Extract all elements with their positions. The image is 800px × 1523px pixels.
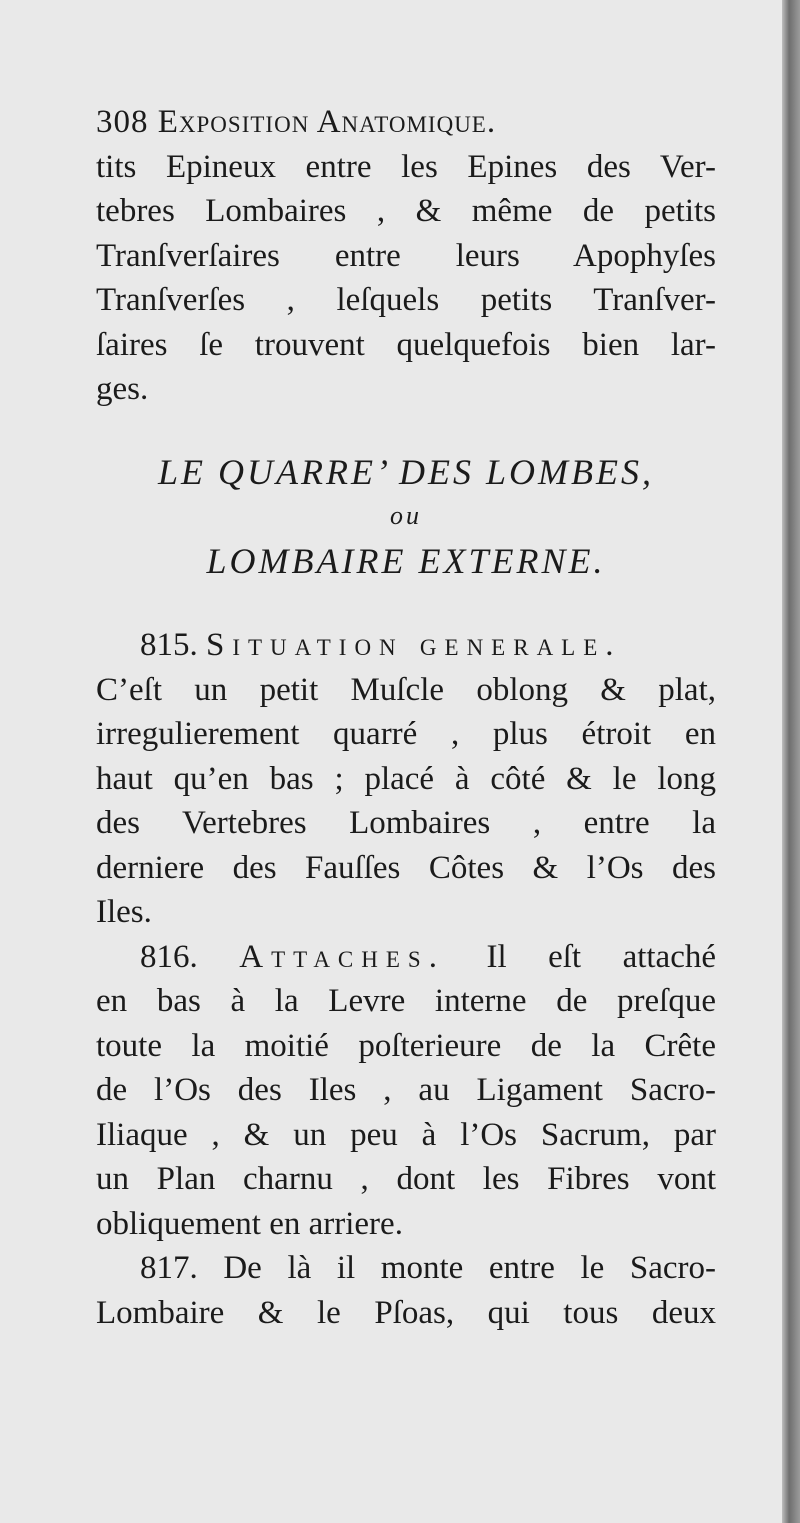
book-gutter-shadow (782, 0, 800, 1523)
text-line: obliquement en arriere. (96, 1205, 403, 1242)
paragraph-817-first-line: 817. De là il monte entre le Sacro- (140, 1250, 716, 1286)
text-line: tits Epineux entre les Epines des Ver- (96, 148, 716, 185)
text-line: Iles. (96, 894, 152, 930)
text-line: Tranſverſaires entre leurs Apophyſes (96, 237, 716, 274)
running-header: 308 Exposition Anatomique. (96, 104, 497, 140)
page-text (96, 100, 716, 1335)
paragraph-heading: Situation generale. (206, 627, 622, 663)
section-title-or: ou (390, 501, 422, 530)
paragraph-number: 815. (140, 627, 198, 663)
text-line: toute la moitié poſterieure de la Crête (96, 1027, 716, 1064)
paragraph-816-heading (96, 935, 716, 980)
text-line: derniere des Fauſſes Côtes & l’Os des (96, 849, 716, 886)
text-line: Lombaire & le Pſoas, qui tous deux (96, 1294, 716, 1331)
section-subtitle: LOMBAIRE EXTERNE. (206, 540, 606, 581)
text-fragment: Il eſt attaché (486, 938, 716, 975)
text-line: irregulierement quarré , plus étroit en (96, 716, 716, 752)
text-line: haut qu’en bas ; placé à côté & le long (96, 760, 716, 797)
paragraph-815-heading (96, 623, 716, 668)
section-title: LE QUARRE’ DES LOMBES, (158, 451, 654, 492)
text-line: ges. (96, 371, 149, 407)
text-line: un Plan charnu , dont les Fibres vont (96, 1161, 716, 1197)
text-line: Iliaque , & un peu à l’Os Sacrum, par (96, 1116, 716, 1153)
text-line: Tranſverſes , leſquels petits Tranſver- (96, 282, 716, 318)
text-line: en bas à la Levre interne de preſque (96, 983, 716, 1019)
text-line: de l’Os des Iles , au Ligament Sacro- (96, 1072, 716, 1108)
text-line: des Vertebres Lombaires , entre la (96, 805, 716, 841)
paragraph-number: 816. (140, 938, 198, 975)
paragraph-heading: Attaches. (239, 938, 445, 975)
text-line: ſaires ſe trouvent quelquefois bien lar- (96, 326, 716, 363)
text-line: tebres Lombaires , & même de petits (96, 193, 716, 229)
text-line: C’eſt un petit Muſcle oblong & plat, (96, 671, 716, 708)
